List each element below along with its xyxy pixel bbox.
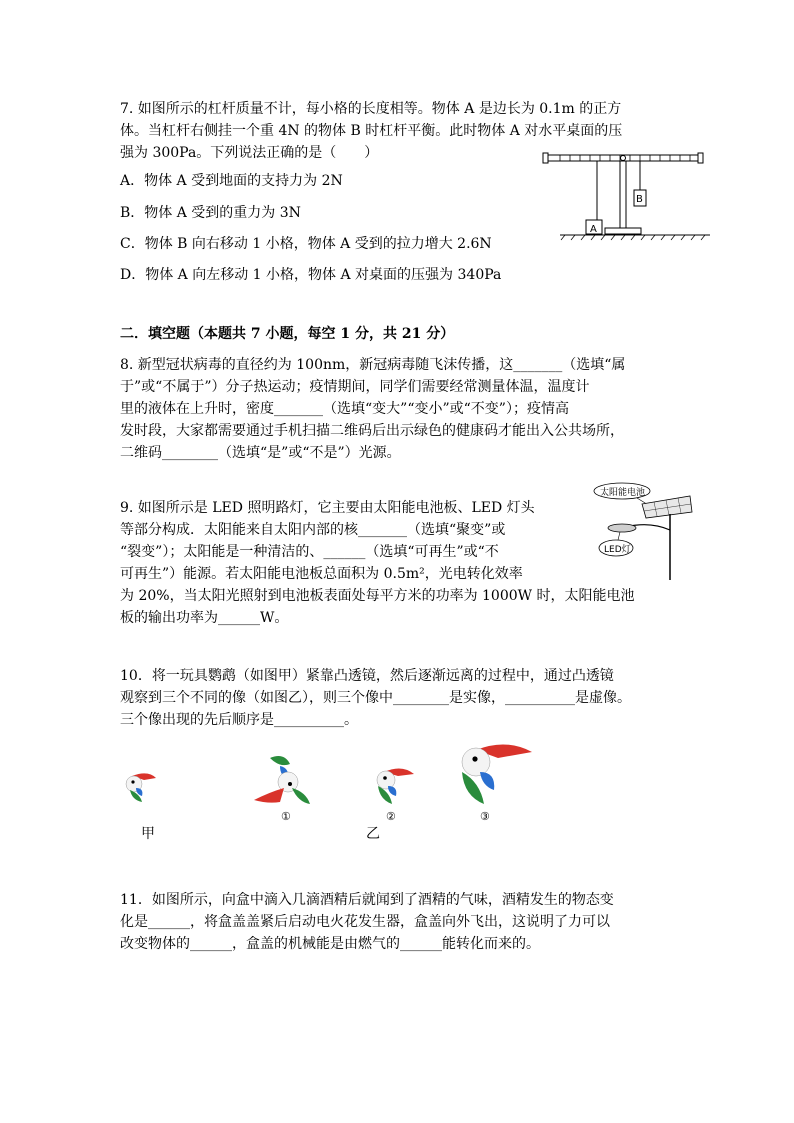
- q7-stem-line-3: 强为 300Pa。下列说法正确的是（ ）: [120, 145, 379, 161]
- label-image-1: ①: [281, 810, 291, 823]
- q11-line-3: 改变物体的______，盒盖的机械能是由燃气的______能转化而来的。: [120, 936, 540, 952]
- q10-line-1: 10．将一玩具鹦鹉（如图甲）紧靠凸透镜，然后逐渐远离的过程中，通过凸透镜: [120, 668, 614, 684]
- q7-stem-line-1: 7. 如图所示的杠杆质量不计，每小格的长度相等。物体 A 是边长为 0.1m 的正方: [120, 101, 622, 117]
- q9-line-4: 可再生”）能源。若太阳能电池板总面积为 0.5m²，光电转化效率: [120, 566, 523, 582]
- q9-line-2: 等部分构成．太阳能来自太阳内部的核_______（选填“聚变”或: [120, 522, 506, 538]
- label-image-3: ③: [480, 810, 490, 823]
- q9-line-3: “裂变”）；太阳能是一种清洁的、______（选填“可再生”或“不: [120, 544, 499, 560]
- label-yi: 乙: [366, 826, 380, 842]
- q7-figure-label-a: A: [590, 224, 597, 235]
- q9-panel-label: 太阳能电池: [600, 488, 646, 498]
- q8-line-4: 发时段，大家都需要通过手机扫描二维码后出示绿色的健康码才能出入公共场所，: [120, 423, 624, 439]
- section-2-title: 二．填空题（本题共 7 小题，每空 1 分，共 21 分）: [120, 326, 455, 342]
- q7-figure-label-b: B: [636, 194, 643, 205]
- q10-line-3: 三个像出现的先后顺序是__________。: [120, 712, 358, 728]
- label-image-2: ②: [386, 810, 396, 823]
- q9-line-5: 为 20%，当太阳光照射到电池板表面处每平方米的功率为 1000W 时，太阳能电池: [120, 588, 635, 604]
- q7-option-a[interactable]: A．物体 A 受到地面的支持力为 2N: [120, 173, 343, 189]
- q7-stem-line-2: 体。当杠杆右侧挂一个重 4N 的物体 B 时杠杆平衡。此时物体 A 对水平桌面的压: [120, 123, 623, 139]
- q10-line-2: 观察到三个不同的像（如图乙），则三个像中________是实像，__________是虚像。: [120, 690, 631, 706]
- q8-line-2: 于”或“不属于”）分子热运动；疫情期间，同学们需要经常测量体温，温度计: [120, 379, 590, 395]
- parrot-image-2-icon: [370, 762, 418, 808]
- q8-line-5: 二维码________（选填“是”或“不是”）光源。: [120, 445, 401, 461]
- label-jia: 甲: [141, 826, 155, 842]
- q8-line-3: 里的液体在上升时，密度_______（选填“变大”“变小”或“不变”）；疫情高: [120, 401, 569, 417]
- q8-line-1: 8. 新型冠状病毒的直径约为 100nm，新冠病毒随飞沫传播，这_______（选填“属: [120, 357, 626, 373]
- lever-figure: [540, 148, 710, 248]
- q7-option-c[interactable]: C．物体 B 向右移动 1 小格，物体 A 受到的拉力增大 2.6N: [120, 236, 492, 252]
- parrot-jia-icon: [120, 768, 160, 808]
- q11-line-1: 11．如图所示，向盒中滴入几滴酒精后就闻到了酒精的气味，酒精发生的物态变: [120, 892, 614, 908]
- q7-option-b[interactable]: B．物体 A 受到的重力为 3N: [120, 205, 301, 221]
- led-street-light-figure: [592, 482, 697, 582]
- q9-line-1: 9. 如图所示是 LED 照明路灯，它主要由太阳能电池板、LED 灯头: [120, 500, 535, 516]
- q11-line-2: 化是______，将盒盖盖紧后启动电火花发生器，盒盖向外飞出，这说明了力可以: [120, 914, 610, 930]
- parrot-image-3-icon: [454, 738, 536, 808]
- q7-option-d[interactable]: D．物体 A 向左移动 1 小格，物体 A 对桌面的压强为 340Pa: [120, 267, 502, 283]
- parrot-image-1-icon: [250, 752, 320, 810]
- q9-lamp-label: LED灯: [604, 545, 631, 555]
- q9-line-6: 板的输出功率为______W。: [120, 610, 289, 626]
